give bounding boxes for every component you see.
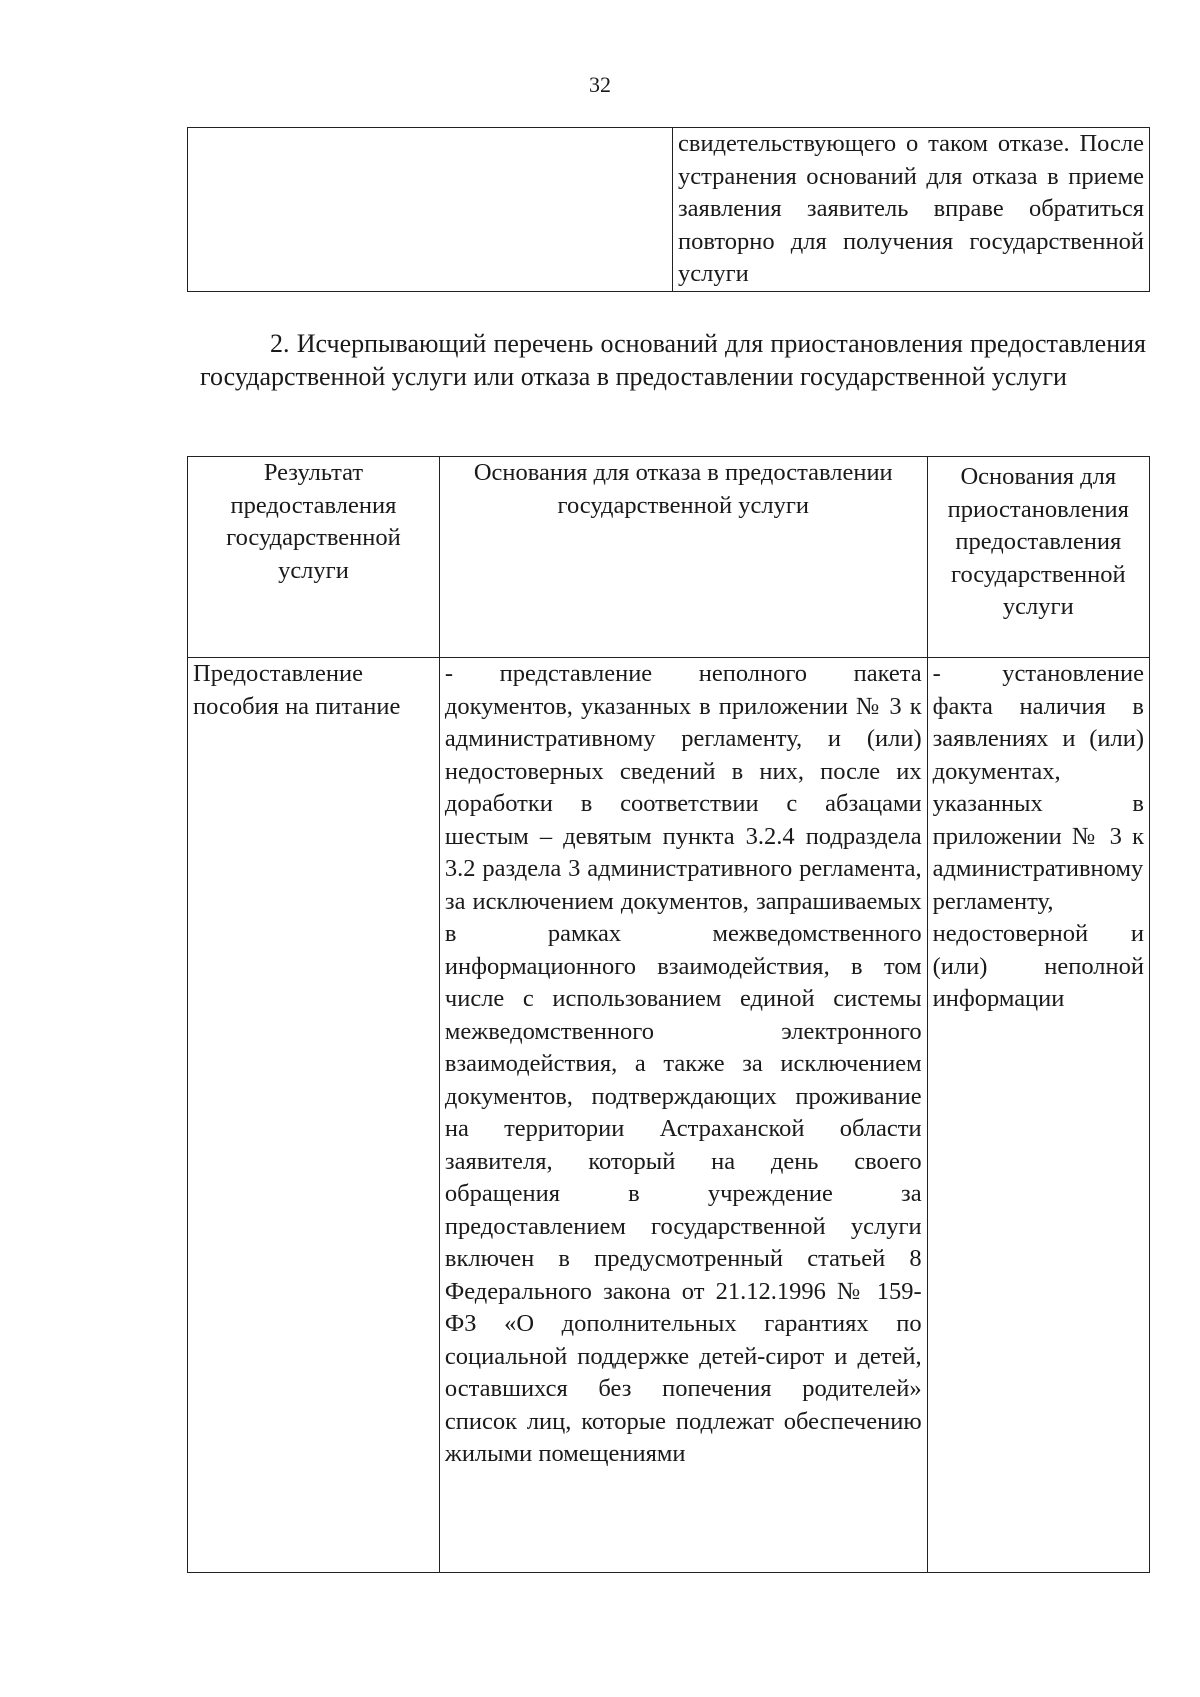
grounds-table bbox=[187, 456, 1150, 1573]
cell-result: Предоставление пособия на питание bbox=[188, 658, 440, 1573]
continued-table-empty-cell bbox=[188, 128, 673, 292]
cell-refusal-grounds: - представление неполного пакета документов, указанных в приложении № 3 к административному регламенту, и (или) недостоверных сведений в них, после их доработки в соответствии с абзацами шестым – девятым пункта 3.2.4 подраздела 3.2 раздела 3 административного регламента, за исключением документов, запрашиваемых в рамках межведомственного информационного взаимодействия, в том числе с использованием единой системы межведомственного электронного взаимодействия, а также за исключением документов, подтверждающих проживание на территории Астраханской области заявителя, который на день своего обращения в учреждение за предоставлением государственной услуги включен в предусмотренный статьей 8 Федерального закона от 21.12.1996 № 159-ФЗ «О дополнительных гарантиях по социальной поддержке детей-сирот и детей, оставшихся без попечения родителей» список лиц, которые подлежат обеспечению жилыми помещениями bbox=[439, 658, 927, 1573]
header-result: Результат предоставления государственной услуги bbox=[188, 457, 440, 658]
header-suspension-grounds: Основания для приостановления предоставления государственной услуги bbox=[927, 457, 1149, 658]
continued-table-text-cell: свидетельствующего о таком отказе. После устранения оснований для отказа в приеме заявления заявитель вправе обратиться повторно для получения государственной услуги bbox=[673, 128, 1150, 292]
grounds-table-header-row bbox=[188, 457, 1150, 658]
continued-table bbox=[187, 127, 1150, 292]
section-paragraph: 2. Исчерпывающий перечень оснований для приостановления предоставления государственной услуги или отказа в предоставлении государственной услуги bbox=[200, 329, 1146, 391]
cell-suspension-grounds: - установление факта наличия в заявлениях и (или) документах, указанных в приложении № 3 к административному регламенту, недостоверной и (или) неполной информации bbox=[927, 658, 1149, 1573]
header-refusal-grounds: Основания для отказа в предоставлении государственной услуги bbox=[439, 457, 927, 658]
grounds-table-row bbox=[188, 658, 1150, 1573]
page-number: 32 bbox=[589, 72, 611, 97]
